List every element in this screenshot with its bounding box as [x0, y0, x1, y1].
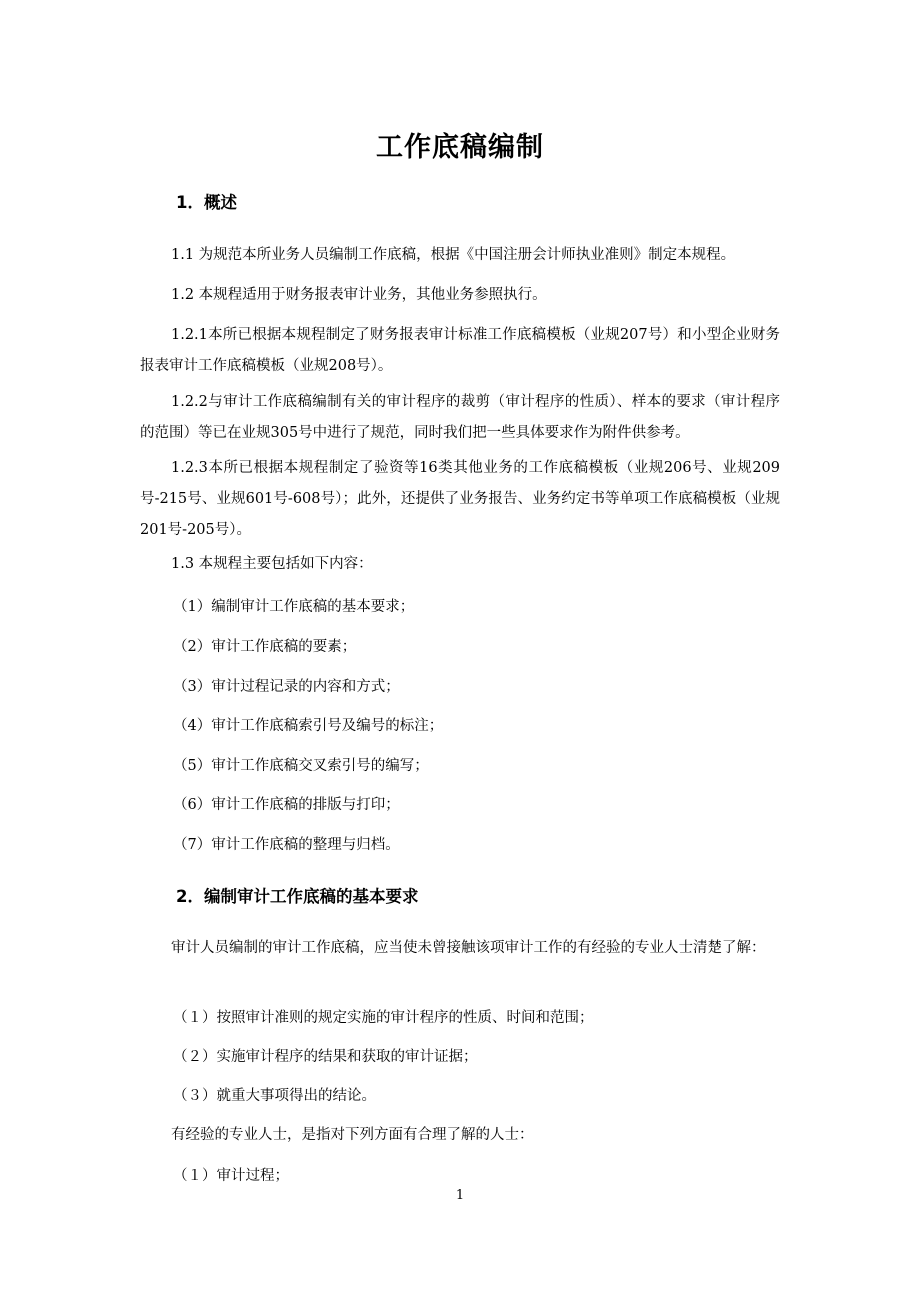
paragraph-1-2-1: 1.2.1本所已根据本规程制定了财务报表审计标准工作底稿模板（业规207号）和小型企业财务报表审计工作底稿模板（业规208号）。 — [140, 327, 780, 374]
requirement-list-item: （１）按照审计准则的规定实施的审计程序的性质、时间和范围； — [173, 1010, 594, 1026]
content-list-item: （5）审计工作底稿交叉索引号的编写； — [173, 758, 429, 774]
section-2-heading: 2．编制审计工作底稿的基本要求 — [176, 887, 419, 906]
content-list-item: （2）审计工作底稿的要素； — [173, 639, 357, 655]
requirement-list-item: （３）就重大事项得出的结论。 — [173, 1088, 376, 1104]
section-2-intro: 审计人员编制的审计工作底稿，应当使未曾接触该项审计工作的有经验的专业人士清楚了解： — [171, 940, 766, 956]
requirement-list-item: （２）实施审计程序的结果和获取的审计证据； — [173, 1049, 478, 1065]
expert-list-item: （１）审计过程； — [173, 1168, 289, 1184]
document-title: 工作底稿编制 — [376, 132, 544, 163]
paragraph-1-2: 1.2 本规程适用于财务报表审计业务，其他业务参照执行。 — [171, 287, 547, 303]
content-list-item: （3）审计过程记录的内容和方式； — [173, 679, 400, 695]
paragraph-1-2-2: 1.2.2与审计工作底稿编制有关的审计程序的裁剪（审计程序的性质）、样本的要求（审计程序的范围）等已在业规305号中进行了规范，同时我们把一些具体要求作为附件供参考。 — [140, 394, 780, 441]
paragraph-1-2-3: 1.2.3本所已根据本规程制定了验资等16类其他业务的工作底稿模板（业规206号、业规209号-215号、业规601号-608号）；此外，还提供了业务报告、业务约定书等单项工作底稿模板（业规201号-205号）。 — [140, 460, 780, 538]
content-list-item: （7）审计工作底稿的整理与归档。 — [173, 837, 400, 853]
content-list-item: （1）编制审计工作底稿的基本要求； — [173, 599, 415, 615]
page-number: 1 — [455, 1188, 465, 1203]
expert-definition: 有经验的专业人士，是指对下列方面有合理了解的人士： — [171, 1127, 534, 1143]
content-list-item: （6）审计工作底稿的排版与打印； — [173, 797, 400, 813]
content-list-item: （4）审计工作底稿索引号及编号的标注； — [173, 718, 444, 734]
paragraph-1-3: 1.3 本规程主要包括如下内容： — [171, 556, 373, 572]
paragraph-1-1: 1.1 为规范本所业务人员编制工作底稿，根据《中国注册会计师执业准则》制定本规程。 — [171, 247, 736, 263]
section-1-heading: 1．概述 — [176, 193, 237, 212]
